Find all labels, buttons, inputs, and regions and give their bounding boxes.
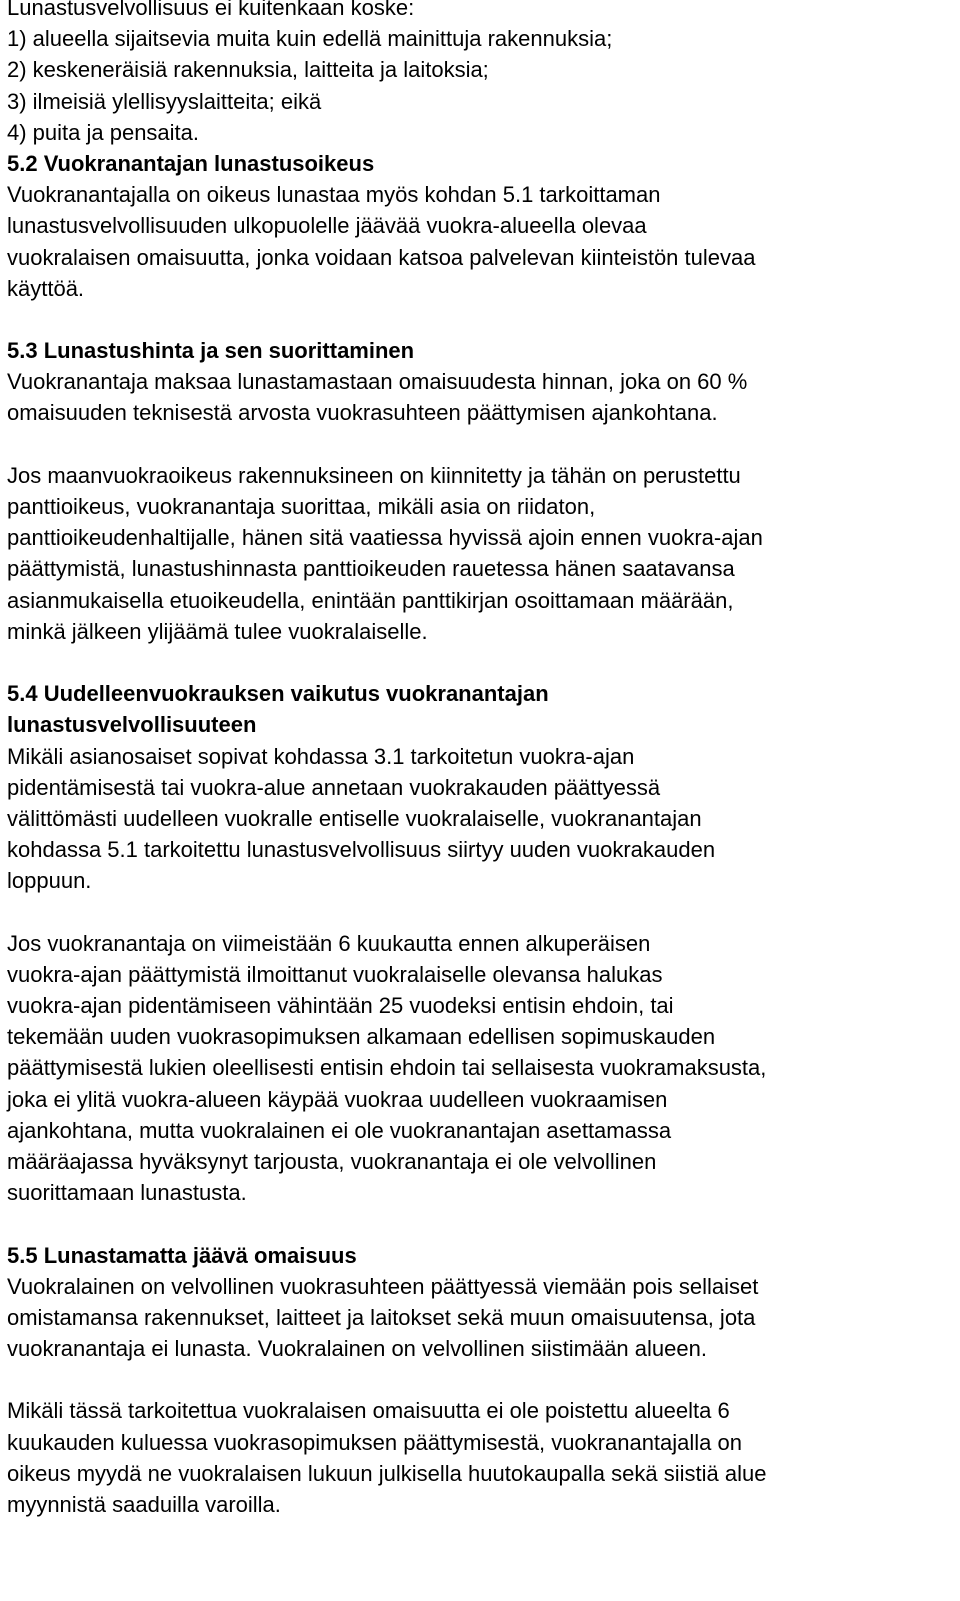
paragraph-line: Jos vuokranantaja on viimeistään 6 kuukautta ennen alkuperäisen — [7, 930, 651, 956]
paragraph-line: vuokralaisen omaisuutta, jonka voidaan katsoa palvelevan kiinteistön tulevaa — [7, 244, 756, 270]
paragraph-line: kohdassa 5.1 tarkoitettu lunastusvelvollisuus siirtyy uuden vuokrakauden — [7, 837, 716, 863]
paragraph-line: omaisuuden teknisestä arvosta vuokrasuhteen päättymisen ajankohtana. — [7, 400, 718, 426]
paragraph-line: panttioikeus, vuokranantaja suorittaa, mikäli asia on riidaton, — [7, 494, 596, 519]
paragraph-line: vuokranantaja ei lunasta. Vuokralainen on velvollinen siistimään alueen. — [7, 1336, 707, 1362]
paragraph-line: ajankohtana, mutta vuokralainen ei ole vuokranantajan asettamassa — [7, 1117, 672, 1143]
paragraph-line: vuokra-ajan pidentämiseen vähintään 25 vuodeksi entisin ehdoin, tai — [7, 993, 674, 1018]
section-5-4 — [7, 678, 957, 1208]
list-item-1: 1) alueella sijaitsevia muita kuin edellä mainittuja rakennuksia; — [7, 26, 613, 52]
paragraph-line: päättymisestä lukien oleellisesti entisin ehdoin tai sellaisesta vuokramaksusta, — [7, 1055, 767, 1081]
paragraph-line: vuokra-ajan päättymistä ilmoittanut vuokralaiselle olevansa halukas — [7, 961, 663, 987]
document-page — [7, 0, 957, 1520]
paragraph-line: Vuokranantajalla on oikeus lunastaa myös kohdan 5.1 tarkoittaman — [7, 182, 661, 208]
section-heading: 5.3 Lunastushinta ja sen suorittaminen — [7, 338, 415, 364]
list-item-4: 4) puita ja pensaita. — [7, 119, 200, 145]
paragraph-line: oikeus myydä ne vuokralaisen lukuun julkisella huutokaupalla sekä siistiä alue — [7, 1460, 767, 1486]
paragraph-line: Mikäli tässä tarkoitettua vuokralaisen omaisuutta ei ole poistettu alueelta 6 — [7, 1398, 730, 1424]
section-heading-cont: lunastusvelvollisuuteen — [7, 712, 257, 738]
paragraph-line: Vuokralainen on velvollinen vuokrasuhteen päättyessä viemään pois sellaiset — [7, 1273, 759, 1299]
paragraph-line: tekemään uuden vuokrasopimuksen alkamaan edellisen sopimuskauden — [7, 1024, 716, 1050]
section-heading: 5.5 Lunastamatta jäävä omaisuus — [7, 1242, 357, 1268]
paragraph-line: Mikäli asianosaiset sopivat kohdassa 3.1 tarkoitetun vuokra-ajan — [7, 743, 635, 769]
paragraph-line: käyttöä. — [7, 275, 85, 301]
paragraph-line: Jos maanvuokraoikeus rakennuksineen on kiinnitetty ja tähän on perustettu — [7, 462, 741, 488]
paragraph-line: kuukauden kuluessa vuokrasopimuksen päättymisestä, vuokranantajalla on — [7, 1429, 742, 1455]
paragraph-line: myynnistä saaduilla varoilla. — [7, 1492, 281, 1517]
paragraph-line: panttioikeudenhaltijalle, hänen sitä vaatiessa hyvissä ajoin ennen vuokra-ajan — [7, 525, 763, 551]
paragraph-line: loppuun. — [7, 868, 92, 894]
paragraph-line: päättymistä, lunastushinnasta panttioikeuden rauetessa hänen saatavansa — [7, 556, 735, 582]
paragraph-line: minkä jälkeen ylijäämä tulee vuokralaiselle. — [7, 618, 428, 644]
intro-list — [7, 0, 957, 148]
intro-line: Lunastusvelvollisuus ei kuitenkaan koske: — [7, 0, 415, 20]
paragraph-line: välittömästi uudelleen vuokralle entiselle vuokralaiselle, vuokranantajan — [7, 805, 702, 831]
paragraph-line: asianmukaisella etuoikeudella, enintään panttikirjan osoittamaan määrään, — [7, 587, 734, 613]
section-5-2 — [7, 148, 957, 304]
paragraph-line: lunastusvelvollisuuden ulkopuolelle jäävää vuokra-alueella olevaa — [7, 213, 647, 239]
paragraph-line: Vuokranantaja maksaa lunastamastaan omaisuudesta hinnan, joka on 60 % — [7, 369, 748, 395]
paragraph-line: pidentämisestä tai vuokra-alue annetaan vuokrakauden päättyessä — [7, 774, 661, 800]
paragraph-line: joka ei ylitä vuokra-alueen käypää vuokraa uudelleen vuokraamisen — [7, 1086, 668, 1112]
paragraph-line: suorittamaan lunastusta. — [7, 1180, 247, 1206]
paragraph-line: omistamansa rakennukset, laitteet ja laitokset sekä muun omaisuutensa, jota — [7, 1304, 756, 1330]
section-heading: 5.2 Vuokranantajan lunastusoikeus — [7, 150, 375, 176]
section-heading: 5.4 Uudelleenvuokrauksen vaikutus vuokranantajan — [7, 681, 549, 707]
list-item-3: 3) ilmeisiä ylellisyyslaitteita; eikä — [7, 88, 322, 114]
section-5-5 — [7, 1240, 957, 1521]
list-item-2: 2) keskeneräisiä rakennuksia, laitteita ja laitoksia; — [7, 57, 489, 83]
paragraph-line: määräajassa hyväksynyt tarjousta, vuokranantaja ei ole velvollinen — [7, 1148, 657, 1174]
section-5-3 — [7, 335, 957, 647]
